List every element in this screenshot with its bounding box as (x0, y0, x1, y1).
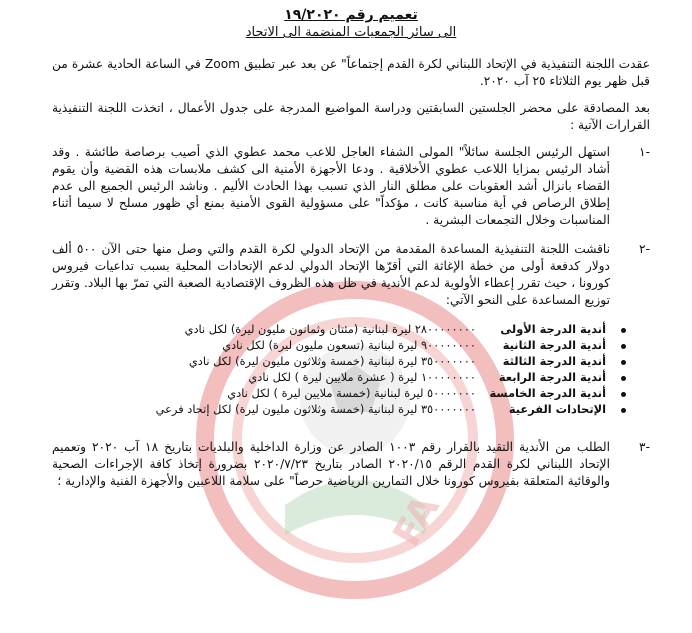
decision-number: -٢ (639, 242, 650, 256)
allocation-amount: ٣٥٠٠٠٠٠٠٠ ليرة لبنانية (خمسة وثلاثون مليون ليرة) لكل نادي (188, 354, 476, 368)
decision-number: -٣ (639, 440, 650, 454)
bullet-icon (621, 392, 626, 397)
decision-item-1 (52, 144, 650, 229)
allocation-level: أندية الدرجة الثانية (502, 338, 606, 352)
allocation-level: أندية الدرجة الأولى (500, 322, 606, 336)
bullet-icon (621, 344, 626, 349)
decision-item-2 (52, 241, 650, 309)
allocation-row (146, 353, 630, 369)
allocation-row (146, 337, 630, 353)
allocation-row (146, 321, 630, 337)
allocation-row (146, 401, 630, 417)
document-header (52, 6, 650, 42)
bullet-icon (621, 376, 626, 381)
decision-text: ناقشت اللجنة التنفيذية المساعدة المقدمة من الإتحاد الدولي لكرة القدم والتي وصل منها حتى الآن ٥٠٠ ألف دولار كدفعة أولى من خطة الإغاثة التي أقرّها الإتحاد الدولي لدعم الإتحادات المحلية بسبب تداعيات فيروس كورونا ، حيث تقرر إعطاء الأولوية لدعم الأندية في ظل هذه الظروف الإقتصادية الصعبة التي تمرّ بها البلاد. وتقرر توزيع المساعدة على النحو الآتي: (52, 242, 610, 307)
allocation-level: أندية الدرجة الثالثة (502, 354, 606, 368)
bullet-icon (621, 408, 626, 413)
allocation-level: أندية الدرجة الرابعة (498, 370, 606, 384)
decision-item-3 (52, 439, 650, 490)
circular-recipient: الى سائر الجمعيات المنضمة الى الاتحاد (245, 25, 457, 40)
allocation-row (146, 369, 630, 385)
circular-number: تعميم رقم ١٩/٢٠٢٠ (284, 7, 418, 23)
allocation-level: أندية الدرجة الخامسة (489, 386, 606, 400)
bullet-icon (621, 328, 626, 333)
approval-paragraph: بعد المصادقة على محضر الجلستين السابقتين ودراسة المواضيع المدرجة على جدول الأعمال ، اتخذت اللجنة التنفيذية القرارات الآتية : (52, 101, 650, 132)
allocation-amount: ٢٨٠٠٠٠٠٠٠٠ ليرة لبنانية (مئتان وثمانون مليون ليرة) لكل نادي (184, 322, 476, 336)
svg-text:FA: FA (384, 487, 448, 554)
allocation-amount: ٣٥٠٠٠٠٠٠٠ ليرة لبنانية (خمسة وثلاثون مليون ليرة) لكل إتحاد فرعي (155, 402, 476, 416)
allocation-amount: ١٠٠٠٠٠٠٠٠ ليرة ( عشرة ملايين ليرة ) لكل نادي (248, 370, 476, 384)
decision-text: الطلب من الأندية التقيد بالقرار رقم ١٠٠٣ الصادر عن وزارة الداخلية والبلديات بتاريخ ١٨ آب ٢٠٢٠ وتعميم الإتحاد اللبناني لكرة القدم الرقم ٢٠٢٠/١٥ الصادر بتاريخ ٢٠٢٠/٧/٢٣ بضرورة إتخاذ كافة الإجراءات الصحية والوقائية المتعلقة بفيروس كورونا خلال التمارين الرياضية حرصاً" على سلامة اللاعبين والأجهزة الفنية والإدارية ؛ (52, 440, 611, 488)
allocation-table (146, 321, 630, 417)
decision-text: استهل الرئيس الجلسة سائلاً" المولى الشفاء العاجل للاعب محمد عطوي الذي أصيب برصاصة طائشة . وقد أشاد الرئيس بمزايا اللاعب عطوي الأخلاقية . ودعا الأجهزة الأمنية الى كشف ملابسات هذه القضية وأن يقوم القضاء بانزال أشد العقوبات على مطلق النار الذي تسبب بهذا الحادث الأليم . وناشد الرئيس الجميع الى عدم إطلاق الرصاص في أية مناسبة كانت ، مؤكداً" على مسؤولية القوى الأمنية بمنع أي ظهور مسلح لا سيما أثناء المناسبات وخلال التجمعات البشرية . (52, 145, 610, 227)
bullet-icon (621, 360, 626, 365)
allocation-row (146, 385, 630, 401)
intro-paragraph: عقدت اللجنة التنفيذية في الإتحاد اللبناني لكرة القدم إجتماعاً" عن بعد عبر تطبيق Zoom في الساعة الحادية عشرة من قبل ظهر يوم الثلاثاء ٢٥ آب ٢٠٢٠. (52, 57, 650, 88)
allocation-level: الإتحادات الفرعية (508, 402, 606, 416)
allocation-amount: ٩٠٠٠٠٠٠٠٠ ليرة لبنانية (تسعون مليون ليرة) لكل نادي (222, 338, 476, 352)
decision-number: -١ (639, 145, 650, 159)
allocation-amount: ٥٠٠٠٠٠٠٠ ليرة لبنانية (خمسة ملايين ليرة ) لكل نادي (227, 386, 476, 400)
